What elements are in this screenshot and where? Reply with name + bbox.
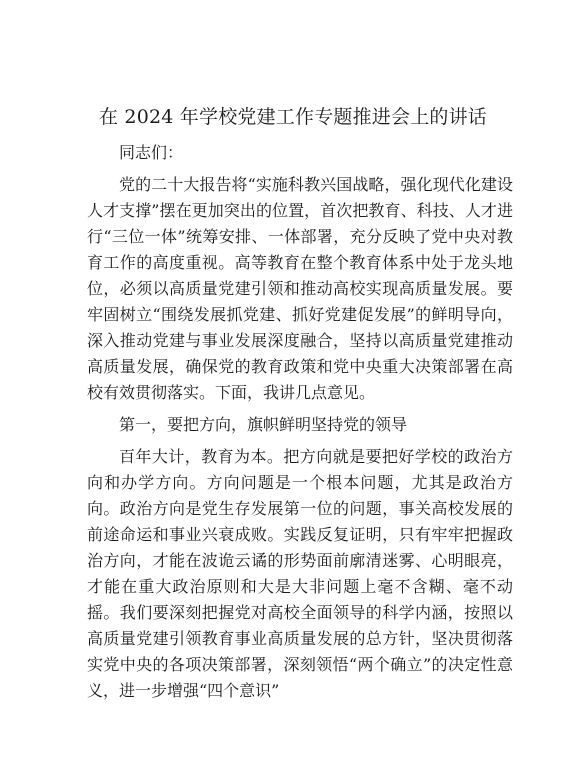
document-body: [87, 140, 513, 704]
document-title: 在 2024 年学校党建工作专题推进会上的讲话: [98, 106, 488, 128]
paragraph: 百年大计，教育为本。把方向就是要把好学校的政治方向和办学方向。方向问题是一个根本问题，尤其是政治方向。政治方向是党生存发展第一位的问题，事关高校发展的前途命运和事业兴衰成败。实践反复证明，只有牢牢把握政治方向，才能在波诡云谲的形势面前廓清迷雾、心明眼亮，才能在重大政治原则和大是大非问题上毫不含糊、毫不动摇。我们要深刻把握党对高校全面领导的科学内涵，按照以高质量党建引领教育事业高质量发展的总方针，坚决贯彻落实党中央的各项决策部署，深刻领悟“两个确立”的决定性意义，进一步增强“四个意识”: [87, 447, 513, 700]
paragraph: 党的二十大报告将“实施科教兴国战略，强化现代化建设人才支撑”摆在更加突出的位置，首次把教育、科技、人才进行“三位一体”统筹安排、一体部署，充分反映了党中央对教育工作的高度重视。高等教育在整个教育体系中处于龙头地位，必须以高质量党建引领和推动高校实现高质量发展。要牢固树立“围绕发展抓党建、抓好党建促发展”的鲜明导向，深入推动党建与事业发展深度融合，坚持以高质量党建推动高质量发展，确保党的教育政策和党中央重大决策部署在高校有效贯彻落实。下面，我讲几点意见。: [87, 175, 513, 402]
salutation: 同志们：: [119, 143, 184, 162]
section-heading: 第一，要把方向，旗帜鲜明坚持党的领导: [119, 415, 408, 434]
